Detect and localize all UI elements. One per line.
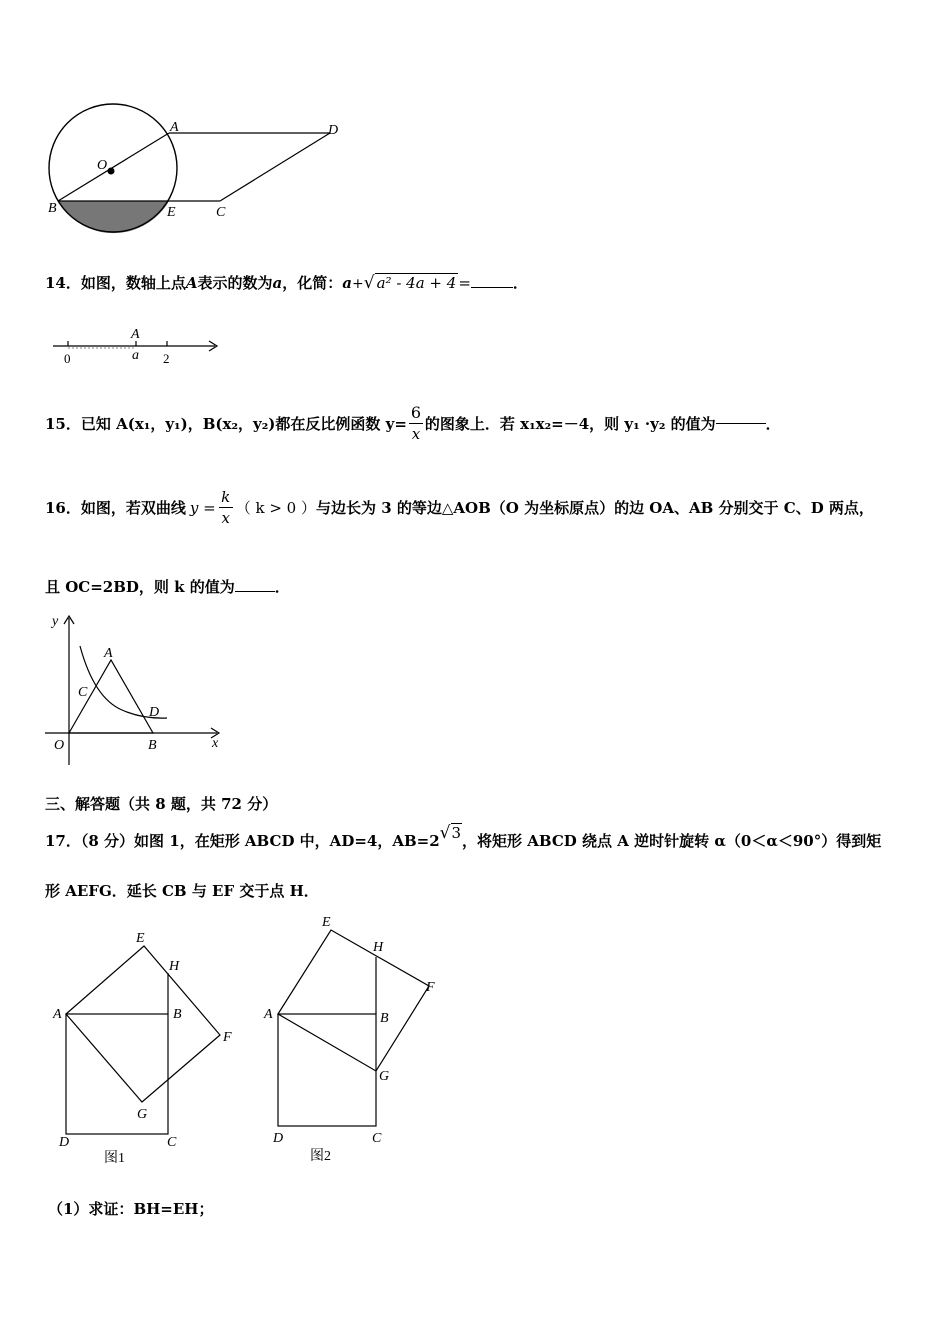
fig1-label-f: F <box>223 1030 232 1045</box>
label-e: E <box>167 205 176 220</box>
label-d: D <box>149 705 160 720</box>
segment-dc <box>220 133 330 201</box>
radical-sign-icon: √ <box>439 823 451 843</box>
q15-frac-den: x <box>411 425 421 443</box>
fig1-label-b: B <box>173 1007 182 1022</box>
fig2-label-f: F <box>426 980 435 995</box>
q14-plus: + <box>352 276 364 292</box>
q16-answer-blank[interactable] <box>235 591 275 592</box>
q16-frac-num: k <box>221 488 231 506</box>
question-17-line2: 形 AEFG．延长 CB 与 EF 交于点 H． <box>45 882 319 900</box>
label-a-value: a <box>132 348 139 363</box>
label-x: x <box>212 736 219 751</box>
q14-number: 14． <box>45 274 81 292</box>
section-3-title: 三、解答题（共 8 题，共 72 分） <box>45 795 278 813</box>
label-d: D <box>328 123 339 138</box>
label-a: A <box>170 120 179 135</box>
fig2-label-h: H <box>373 940 384 955</box>
rect-aefg-1 <box>66 946 220 1102</box>
q14-var: a <box>272 274 283 292</box>
label-y: y <box>52 614 59 629</box>
shaded-segment <box>58 201 169 233</box>
q16-end: ． <box>274 578 290 596</box>
q16-text1: 如图，若双曲线 <box>80 499 186 517</box>
q16-condition: （ k > 0 ） <box>235 499 316 517</box>
q14-text1: 如图，数轴上点 <box>80 274 186 292</box>
question-16 <box>45 487 874 528</box>
q16-frac-den: x <box>221 509 230 527</box>
q14-sqrt <box>364 274 459 292</box>
q15-frac-num: 6 <box>410 403 422 422</box>
figure-2 <box>263 915 435 1164</box>
q17-sqrt-value: 3 <box>451 824 462 842</box>
circle-parallelogram-figure <box>40 95 360 240</box>
label-a: A <box>104 646 113 661</box>
fig1-label-e: E <box>136 931 145 946</box>
label-c: C <box>216 205 226 220</box>
figure-1 <box>52 931 232 1166</box>
label-zero: 0 <box>64 351 71 366</box>
q14-text3: ，化简： <box>282 274 343 292</box>
question-17 <box>45 823 882 851</box>
fig1-label-c: C <box>167 1135 177 1150</box>
fig2-caption: 图2 <box>310 1149 331 1164</box>
fig2-label-g: G <box>379 1069 390 1084</box>
label-b: B <box>48 201 57 216</box>
label-o: O <box>54 738 65 753</box>
q15-text1: 已知 A(x₁，y₁)，B(x₂，y₂)都在反比例函数 y= <box>80 415 407 433</box>
q17-sub1: （1）求证：BH=EH； <box>48 1200 214 1218</box>
q17-text1: （8 分）如图 1，在矩形 ABCD 中，AD=4，AB=2 <box>80 832 440 850</box>
label-point-a: A <box>131 327 140 342</box>
q15-number: 15． <box>45 415 81 433</box>
q14-point: A <box>185 274 198 292</box>
q14-radicand: a² - 4a + 4 <box>376 274 457 292</box>
diameter-ab <box>58 133 169 201</box>
fig2-label-c: C <box>372 1131 382 1146</box>
fig2-label-e: E <box>322 915 331 930</box>
center-point <box>108 168 115 175</box>
q15-end: ． <box>765 415 781 433</box>
q15-answer-blank[interactable] <box>716 423 766 424</box>
rectangle-rotation-figures <box>45 910 445 1172</box>
q17-sqrt <box>440 824 462 842</box>
q16-number: 16． <box>45 499 81 517</box>
fig1-label-a: A <box>53 1007 62 1022</box>
q15-text2: 的图象上．若 x₁x₂=－4，则 y₁ ·y₂ 的值为 <box>424 415 716 433</box>
fig1-label-g: G <box>137 1107 148 1122</box>
label-two: 2 <box>163 351 170 366</box>
fig1-caption: 图1 <box>104 1151 125 1166</box>
question-14 <box>45 272 528 293</box>
fig1-label-d: D <box>59 1135 70 1150</box>
fig2-label-b: B <box>380 1011 389 1026</box>
q14-text2: 表示的数为 <box>197 274 273 292</box>
rect-aefg-2 <box>278 930 429 1071</box>
fig2-label-d: D <box>273 1131 284 1146</box>
question-15 <box>45 403 781 444</box>
q14-answer-blank[interactable] <box>471 287 513 288</box>
rect-abcd-2 <box>278 1014 376 1126</box>
q16-text2: 与边长为 3 的等边△AOB（O 为坐标原点）的边 OA、AB 分别交于 C、D 两点， <box>315 499 874 517</box>
label-c: C <box>78 685 88 700</box>
q16-fraction <box>219 487 233 528</box>
label-b: B <box>148 738 157 753</box>
number-line <box>50 322 225 370</box>
q14-equals: = <box>458 274 471 292</box>
fig2-label-a: A <box>264 1007 273 1022</box>
q17-number: 17． <box>45 832 81 850</box>
q14-end: ． <box>512 274 528 292</box>
radical-sign-icon: √ <box>363 273 375 293</box>
q16-line2: 且 OC=2BD，则 k 的值为 <box>45 578 235 596</box>
question-16-line2 <box>45 576 290 597</box>
q14-expr-a: a <box>342 274 353 292</box>
q15-fraction <box>409 403 423 444</box>
q17-text2: ，将矩形 ABCD 绕点 A 逆时针旋转 α（0＜α＜90°）得到矩 <box>462 832 882 850</box>
hyperbola-triangle-graph <box>42 608 227 768</box>
fig1-label-h: H <box>169 959 180 974</box>
q16-y-eq: y = <box>189 498 216 517</box>
label-o: O <box>97 158 108 173</box>
